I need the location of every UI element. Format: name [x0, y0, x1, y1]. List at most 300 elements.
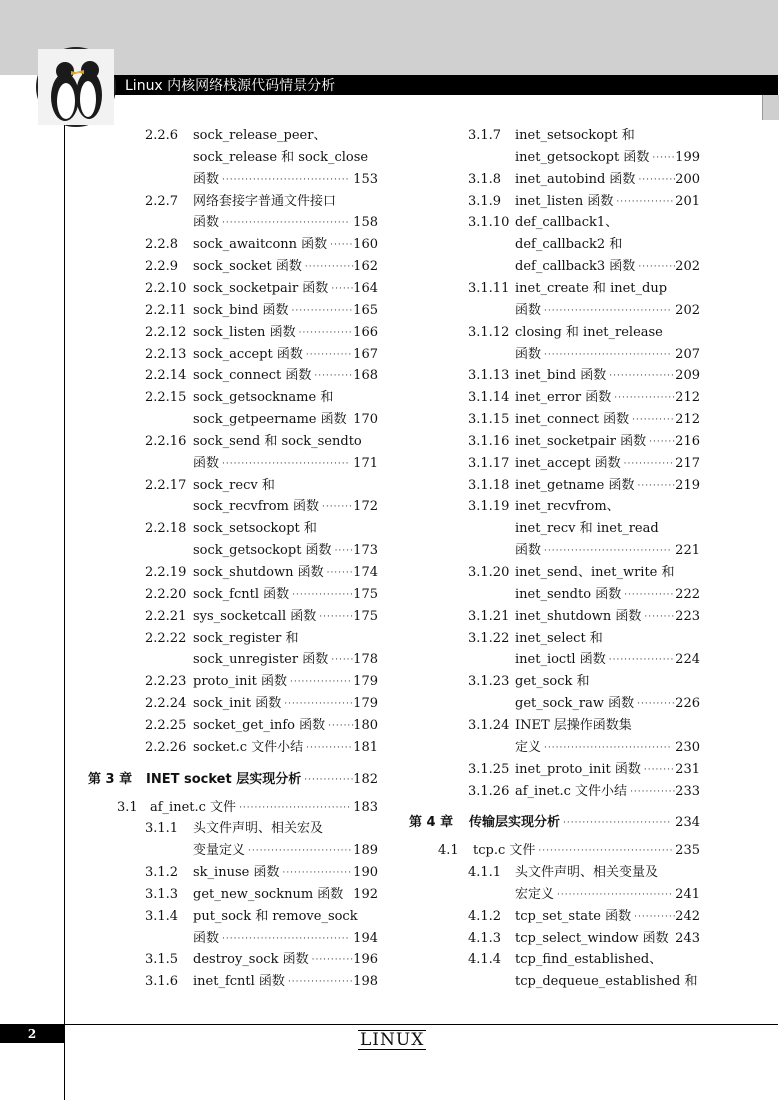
toc-leader-dots: ··································· [538, 846, 674, 857]
toc-page-number: 224 [675, 652, 700, 668]
toc-entry [400, 928, 778, 950]
toc-entry-continued [400, 584, 778, 606]
toc-page-number: 212 [675, 390, 700, 406]
toc-entry-number: 3.1.14 [468, 390, 510, 406]
toc-leader-dots: ·············· [298, 327, 353, 338]
toc-entry [400, 387, 778, 409]
toc-entry-number: 2.2.25 [145, 717, 187, 733]
toc-leader-dots: ······· [328, 720, 356, 731]
toc-entry-continued [0, 840, 400, 862]
toc-entry-number: 3.1.8 [468, 171, 502, 187]
toc-leader-dots: ················· [609, 371, 675, 382]
toc-entry-title: destroy_sock 函数 [193, 952, 309, 968]
toc-entry-continued [400, 884, 778, 906]
toc-page-number: 181 [353, 739, 378, 755]
page-header-title: Linux 内核网络栈源代码情景分析 [125, 78, 336, 94]
toc-entry-title: inet_select 和 [515, 630, 603, 646]
toc-entry-number: 2.2.21 [145, 608, 187, 624]
toc-entry-title: sock_listen 函数 [193, 324, 296, 340]
toc-entry-title: sock_getsockopt 函数 [193, 543, 332, 559]
toc-page-number: 174 [353, 565, 378, 580]
toc-entry [400, 125, 778, 147]
toc-entry-number: 2.2.7 [145, 193, 179, 209]
toc-leader-dots: ··········· [311, 955, 355, 966]
toc-entry-title: 函数 [515, 302, 542, 318]
toc-leader-dots: ·········· [637, 480, 677, 491]
toc-entry-number: 2.2.9 [145, 259, 179, 275]
toc-leader-dots: ································· [544, 742, 672, 753]
toc-leader-dots: ································· [544, 305, 672, 316]
toc-entry [400, 628, 778, 650]
edge-tab [762, 95, 779, 120]
toc-entry-title: inet_connect 函数 [515, 412, 630, 428]
toc-page-number: 162 [353, 259, 378, 275]
toc-leader-dots: ·········· [637, 699, 676, 710]
toc-entry-title: 函数 [193, 215, 220, 231]
toc-entry-number: 3.1.11 [468, 280, 510, 296]
toc-entry-title: sock_register 和 [193, 630, 299, 646]
toc-entry-continued [0, 212, 400, 234]
toc-entry-continued [0, 496, 400, 518]
toc-leader-dots: ················ [292, 589, 354, 600]
toc-entry-title: put_sock 和 remove_sock [193, 908, 358, 924]
toc-page-number: 160 [353, 237, 378, 253]
toc-entry [400, 781, 778, 803]
toc-entry-number: 4.1.3 [468, 930, 502, 946]
toc-entry-continued [400, 737, 778, 759]
toc-entry-title: af_inet.c 文件 [150, 799, 237, 815]
toc-page-number: 217 [675, 455, 700, 471]
toc-entry-number: 3.1 [117, 799, 138, 815]
toc-entry [0, 906, 400, 928]
toc-entry-number: 3.1.10 [468, 215, 510, 231]
toc-entry-continued [0, 169, 400, 191]
toc-entry-number: 3.1.3 [145, 886, 179, 902]
toc-entry [0, 715, 400, 737]
toc-entry [0, 562, 400, 584]
toc-entry [0, 365, 400, 387]
toc-entry-title: proto_init 函数 [193, 674, 287, 690]
toc-entry [0, 518, 400, 540]
toc-page-number: 212 [675, 412, 700, 428]
toc-page-number: 219 [675, 477, 700, 493]
toc-entry-title: 函数 [193, 171, 220, 187]
toc-entry [400, 191, 778, 213]
toc-entry-title: 定义 [515, 739, 542, 755]
toc-entry-title: sock_bind 函数 [193, 302, 289, 318]
toc-page-number: 230 [675, 739, 700, 755]
toc-entry-number: 3.1.18 [468, 477, 510, 493]
toc-entry-title: af_inet.c 文件小结 [515, 783, 628, 799]
toc-entry-continued [400, 540, 778, 562]
toc-entry [400, 715, 778, 737]
toc-entry-title: 网络套接字普通文件接口 [193, 193, 337, 209]
toc-entry [0, 862, 400, 884]
toc-entry-title: inet_listen 函数 [515, 193, 614, 209]
toc-page-number: 158 [353, 215, 378, 231]
toc-entry-number: 2.2.17 [145, 477, 187, 493]
toc-page-number: 242 [675, 908, 700, 924]
toc-entry-number: 第 3 章 [88, 771, 133, 787]
toc-entry-number: 4.1.2 [468, 908, 502, 924]
toc-entry-number: 2.2.20 [145, 586, 187, 602]
toc-entry-number: 2.2.26 [145, 739, 187, 755]
toc-leader-dots: ·················· [282, 868, 352, 879]
toc-entry-title: tcp_dequeue_established 和 [515, 974, 698, 990]
toc-leader-dots: ········ [644, 611, 676, 622]
toc-entry-number: 2.2.6 [145, 128, 179, 143]
toc-leader-dots: ··············· [616, 196, 675, 207]
toc-leader-dots: ································· [544, 546, 672, 557]
toc-page-number: 192 [353, 886, 378, 902]
toc-entry-title: tcp.c 文件 [473, 843, 536, 859]
toc-entry-title: inet_autobind 函数 [515, 171, 636, 187]
toc-leader-dots: ·················· [284, 699, 354, 710]
toc-leader-dots: ············ [306, 742, 353, 753]
toc-leader-dots: ············· [304, 262, 356, 273]
toc-leader-dots: ················· [608, 655, 675, 666]
toc-entry-title: inet_accept 函数 [515, 455, 621, 471]
toc-page-number: 180 [353, 717, 378, 733]
toc-entry-title: 函数 [193, 930, 220, 946]
toc-page-number: 234 [675, 815, 700, 831]
toc-entry-number: 2.2.13 [145, 346, 187, 362]
toc-leader-dots: ··········· [634, 911, 677, 922]
toc-entry-number: 2.2.22 [145, 630, 187, 646]
toc-entry-title: 函数 [515, 543, 542, 559]
toc-entry-title: def_callback3 函数 [515, 259, 636, 275]
toc-leader-dots: ············ [305, 349, 353, 360]
toc-entry-number: 3.1.26 [468, 783, 510, 799]
toc-entry-title: sock_shutdown 函数 [193, 565, 324, 580]
toc-page-number: 168 [353, 368, 378, 384]
toc-leader-dots: ·········· [314, 371, 353, 382]
toc-entry-number: 4.1.1 [468, 865, 502, 881]
toc-entry-title: 宏定义 [515, 886, 555, 902]
toc-entry-continued [0, 409, 400, 431]
toc-entry-number: 2.2.18 [145, 521, 187, 537]
toc-entry-number: 3.1.15 [468, 412, 510, 428]
toc-page-number: 194 [353, 930, 378, 946]
toc-page-number: 199 [675, 149, 700, 165]
toc-page-number: 182 [353, 771, 378, 787]
toc-entry-title: sock_fcntl 函数 [193, 586, 290, 602]
toc-entry [0, 431, 400, 453]
toc-leader-dots: ······· [649, 436, 677, 447]
toc-entry-number: 3.1.19 [468, 499, 510, 515]
toc-entry-title: inet_getsockopt 函数 [515, 149, 650, 165]
toc-leader-dots: ············ [630, 786, 677, 797]
toc-entry [400, 322, 778, 344]
toc-entry-title: tcp_set_state 函数 [515, 908, 632, 924]
toc-entry-number: 3.1.22 [468, 630, 510, 646]
toc-entry-continued [400, 971, 778, 993]
toc-entry [400, 562, 778, 584]
toc-leader-dots: ················ [291, 305, 354, 316]
toc-leader-dots: ····························· [239, 802, 352, 813]
footer-rule [0, 1024, 778, 1025]
toc-entry-title: inet_create 和 inet_dup [515, 280, 668, 296]
toc-entry-title: sock_init 函数 [193, 696, 282, 712]
toc-entry-continued [400, 344, 778, 366]
toc-leader-dots: ······· [326, 568, 354, 578]
toc-entry [0, 671, 400, 693]
toc-entry [400, 169, 778, 191]
toc-entry-title: sock_getpeername 函数 [193, 412, 347, 428]
toc-page-number: 226 [675, 696, 700, 712]
toc-entry [0, 256, 400, 278]
toc-page-number: 175 [353, 586, 378, 602]
toc-entry-title: sock_send 和 sock_sendto [193, 433, 362, 449]
toc-page-number: 222 [675, 586, 700, 602]
toc-entry [400, 840, 778, 862]
toc-page-number: 202 [675, 259, 700, 275]
toc-entry-title: inet_fcntl 函数 [193, 974, 285, 990]
toc-entry-title: sock_unregister 函数 [193, 652, 329, 668]
toc-leader-dots: ············· [304, 774, 355, 785]
toc-entry [400, 949, 778, 971]
toc-entry-number: 3.1.6 [145, 974, 179, 990]
toc-page-number: 198 [353, 974, 378, 990]
toc-page-number: 171 [353, 455, 378, 471]
toc-page-number: 170 [353, 412, 378, 428]
toc-entry [400, 431, 778, 453]
toc-entry-number: 3.1.21 [468, 608, 510, 624]
toc-entry-number: 3.1.2 [145, 865, 179, 881]
toc-entry-number: 3.1.5 [145, 952, 179, 968]
toc-entry [0, 737, 400, 759]
toc-entry-number: 2.2.11 [145, 302, 187, 318]
toc-entry-number: 2.2.19 [145, 565, 187, 580]
toc-entry-title: INET 层操作函数集 [515, 717, 632, 733]
toc-entry [0, 475, 400, 497]
toc-entry-number: 3.1.20 [468, 565, 510, 580]
toc-entry [0, 971, 400, 993]
toc-page-number: 241 [675, 886, 700, 902]
toc-page-number: 179 [353, 696, 378, 712]
toc-entry [400, 475, 778, 497]
toc-entry-title: sock_recv 和 [193, 477, 275, 493]
toc-entry-title: def_callback2 和 [515, 237, 623, 253]
toc-entry [400, 278, 778, 300]
toc-entry-title: socket.c 文件小结 [193, 739, 304, 755]
toc-page-number: 183 [353, 799, 378, 815]
toc-entry [400, 606, 778, 628]
toc-entry-title: inet_ioctl 函数 [515, 652, 606, 668]
toc-entry-title: sock_connect 函数 [193, 368, 312, 384]
toc-page-number: 233 [675, 783, 700, 799]
toc-entry-number: 3.1.4 [145, 908, 179, 924]
toc-entry-number: 3.1.9 [468, 193, 502, 209]
toc-leader-dots: ································· [222, 933, 350, 944]
toc-entry-title: sock_recvfrom 函数 [193, 499, 320, 515]
toc-entry-number: 3.1.23 [468, 674, 510, 690]
toc-entry [400, 759, 778, 781]
toc-entry-title: inet_sendto 函数 [515, 586, 622, 602]
toc-leader-dots: ·········· [638, 262, 677, 273]
toc-entry-number: 4.1.4 [468, 952, 502, 968]
toc-entry-title: closing 和 inet_release [515, 324, 663, 340]
toc-entry-continued [400, 649, 778, 671]
toc-entry-number: 3.1.24 [468, 717, 510, 733]
toc-entry-title: inet_bind 函数 [515, 368, 607, 384]
toc-entry [0, 693, 400, 715]
toc-entry-continued [0, 453, 400, 475]
toc-entry-title: def_callback1、 [515, 215, 619, 231]
toc-leader-dots: ································· [222, 458, 350, 469]
toc-entry-title: 函数 [193, 455, 220, 471]
toc-entry-number: 4.1 [438, 843, 459, 859]
toc-leader-dots: ································· [222, 218, 350, 229]
toc-entry-title: sock_awaitconn 函数 [193, 237, 328, 253]
toc-leader-dots: ················ [289, 677, 352, 688]
toc-entry [0, 322, 400, 344]
toc-entry-number: 2.2.24 [145, 696, 187, 712]
toc-entry-title: inet_error 函数 [515, 390, 612, 406]
toc-leader-dots: ········ [322, 502, 353, 513]
toc-entry-title: tcp_select_window 函数 [515, 930, 669, 946]
toc-leader-dots: ··························· [248, 846, 353, 857]
toc-page-number: 153 [353, 171, 378, 187]
toc-entry [400, 671, 778, 693]
toc-entry [0, 278, 400, 300]
toc-entry [0, 300, 400, 322]
toc-entry-number: 3.1.25 [468, 761, 510, 777]
toc-page-number: 167 [353, 346, 378, 362]
toc-leader-dots: ············· [624, 589, 675, 600]
toc-leader-dots: ············· [623, 458, 674, 469]
toc-leader-dots: ··········· [632, 415, 675, 426]
toc-page-number: 179 [353, 674, 378, 690]
toc-entry-title: inet_setsockopt 和 [515, 128, 635, 143]
toc-page-number: 190 [353, 865, 378, 881]
toc-entry-title: socket_get_info 函数 [193, 717, 326, 733]
toc-entry-number: 2.2.23 [145, 674, 187, 690]
toc-entry-title: 头文件声明、相关变量及 [515, 865, 659, 881]
toc-entry [400, 409, 778, 431]
toc-leader-dots: ···························· [563, 818, 672, 829]
toc-entry [0, 797, 400, 819]
toc-entry-number: 3.1.17 [468, 455, 510, 471]
toc-entry-number: 2.2.16 [145, 433, 187, 449]
toc-entry [400, 906, 778, 928]
toc-entry-title: 头文件声明、相关宏及 [193, 821, 324, 837]
linux-footer-logo: LINUX [360, 1030, 425, 1050]
toc-entry-number: 3.1.16 [468, 433, 510, 449]
toc-entry-title: inet_recv 和 inet_read [515, 521, 659, 537]
toc-page-number: 231 [675, 761, 700, 777]
toc-page-number: 216 [675, 433, 700, 449]
toc-page-number: 209 [675, 368, 700, 384]
toc-entry-title: inet_recvfrom、 [515, 499, 620, 515]
toc-entry-number: 2.2.10 [145, 280, 187, 296]
toc-leader-dots: ····· [334, 546, 354, 557]
toc-entry-continued [0, 147, 400, 169]
toc-entry [0, 949, 400, 971]
toc-page-number: 243 [675, 930, 700, 946]
toc-entry-number: 2.2.14 [145, 368, 187, 384]
toc-entry-continued [0, 649, 400, 671]
toc-entry-number: 2.2.12 [145, 324, 187, 340]
toc-page-number: 201 [675, 193, 700, 209]
toc-page-number: 175 [353, 608, 378, 624]
toc-entry-title: 函数 [515, 346, 542, 362]
toc-page-number: 189 [353, 843, 378, 859]
toc-page-number: 164 [353, 280, 378, 296]
toc-leader-dots: ································· [544, 349, 672, 360]
toc-entry-title: inet_shutdown 函数 [515, 608, 642, 624]
toc-entry-continued [400, 300, 778, 322]
toc-entry [0, 125, 400, 147]
toc-entry [400, 453, 778, 475]
toc-entry-number: 3.1.7 [468, 128, 502, 143]
toc-page-number: 223 [675, 608, 700, 624]
toc-entry [400, 212, 778, 234]
toc-entry [0, 191, 400, 213]
toc-entry-number: 3.1.12 [468, 324, 510, 340]
toc-page-number: 165 [353, 302, 378, 318]
toc-entry [0, 234, 400, 256]
toc-leader-dots: ······ [331, 655, 355, 666]
toc-entry-number: 3.1.1 [145, 821, 179, 837]
penguin-icon [38, 49, 114, 125]
toc-page-number: 166 [353, 324, 378, 340]
toc-leader-dots: ······ [652, 152, 676, 163]
toc-leader-dots: ·········· [638, 174, 678, 185]
toc-entry-continued [400, 693, 778, 715]
header-band [0, 0, 778, 75]
toc-entry [0, 606, 400, 628]
toc-entry-title: inet_socketpair 函数 [515, 433, 647, 449]
toc-entry-title: INET socket 层实现分析 [146, 771, 302, 787]
toc-page-number: 173 [353, 543, 378, 559]
toc-entry-continued [400, 518, 778, 540]
toc-entry-title: get_sock_raw 函数 [515, 696, 635, 712]
toc-entry-continued [0, 540, 400, 562]
toc-entry [400, 812, 778, 834]
toc-entry-number: 3.1.13 [468, 368, 510, 384]
toc-entry-number: 2.2.15 [145, 390, 187, 406]
toc-page-number: 200 [675, 171, 700, 187]
toc-entry [0, 344, 400, 366]
page-number: 2 [0, 1025, 64, 1043]
toc-entry-title: sock_release_peer、 [193, 128, 327, 143]
toc-entry-title: inet_send、inet_write 和 [515, 565, 675, 580]
toc-page-number: 221 [675, 543, 700, 559]
toc-leader-dots: ················· [287, 977, 354, 988]
toc-entry-title: get_new_socknum 函数 [193, 886, 344, 902]
toc-entry-title: tcp_find_established、 [515, 952, 663, 968]
toc-entry-continued [400, 256, 778, 278]
toc-entry [0, 584, 400, 606]
toc-page-number: 196 [353, 952, 378, 968]
toc-entry-title: 变量定义 [193, 843, 246, 859]
toc-page-number: 202 [675, 302, 700, 318]
toc-entry-title: get_sock 和 [515, 674, 590, 690]
toc-leader-dots: ································· [222, 174, 350, 185]
toc-page-number: 178 [353, 652, 378, 668]
toc-entry-title: inet_proto_init 函数 [515, 761, 641, 777]
penguin-logo [36, 47, 116, 127]
toc-entry [0, 884, 400, 906]
toc-entry-title: sock_setsockopt 和 [193, 521, 317, 537]
toc-entry-title: sock_socketpair 函数 [193, 280, 329, 296]
toc-entry-title: sock_release 和 sock_close [193, 149, 369, 165]
toc-entry-title: 传输层实现分析 [469, 815, 561, 831]
toc-entry [0, 628, 400, 650]
toc-entry [0, 818, 400, 840]
toc-leader-dots: ················ [614, 393, 677, 404]
